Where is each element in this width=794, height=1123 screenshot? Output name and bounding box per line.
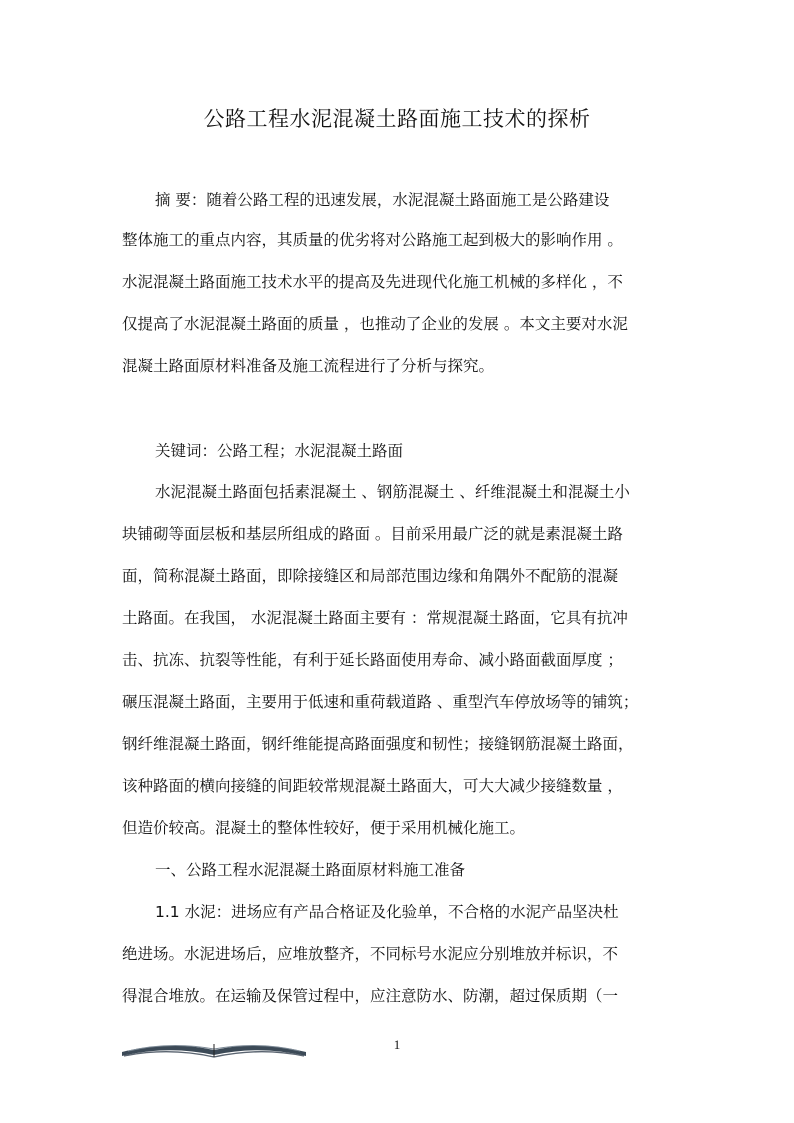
text-line: 土路面。在我国， 水泥混凝土路面主要有 ：常规混凝土路面，它具有抗冲 — [122, 609, 628, 627]
text-line: 得混合堆放。在运输及保管过程中，应注意防水、防潮，超过保质期（一 — [122, 987, 619, 1005]
page-number: 1 — [393, 1037, 401, 1052]
text-line: 1.1 水泥：进场应有产品合格证及化验单，不合格的水泥产品坚决杜 — [155, 903, 619, 921]
text-line: 钢纤维混凝土路面，钢纤维能提高路面强度和韧性；接缝钢筋混凝土路面， — [122, 735, 634, 753]
text-line: 击、抗冻、抗裂等性能，有利于延长路面使用寿命、减小路面截面厚度 ； — [122, 651, 623, 669]
text-line: 面，简称混凝土路面，即除接缝区和局部范围边缘和角隅外不配筋的混凝 — [122, 567, 619, 585]
text-line: 一、公路工程水泥混凝土路面原材料施工准备 — [155, 861, 466, 879]
text-line: 水泥混凝土路面包括素混凝土 、钢筋混凝土 、纤维混凝土和混凝土小 — [155, 483, 630, 501]
text-line: 整体施工的重点内容，其质量的优劣将对公路施工起到极大的影响作用 。 — [122, 231, 623, 249]
text-line: 关键词：公路工程；水泥混凝土路面 — [155, 442, 404, 460]
text-line: 块铺砌等面层板和基层所组成的路面 。目前采用最广泛的就是素混凝土路 — [122, 525, 623, 543]
text-line: 混凝土路面原材料准备及施工流程进行了分析与探究。 — [122, 357, 495, 375]
text-line: 但造价较高。混凝土的整体性较好，便于采用机械化施工。 — [122, 819, 526, 837]
text-line: 摘 要：随着公路工程的迅速发展，水泥混凝土路面施工是公路建设 — [155, 191, 610, 209]
text-line: 仅提高了水泥混凝土路面的质量 ，也推动了企业的发展 。本文主要对水泥 — [122, 315, 628, 333]
text-line: 水泥混凝土路面施工技术水平的提高及先进现代化施工机械的多样化 ，不 — [122, 273, 623, 291]
text-line: 绝进场。水泥进场后，应堆放整齐，不同标号水泥应分别堆放并标识，不 — [122, 945, 619, 963]
text-line: 碾压混凝土路面，主要用于低速和重荷载道路 、重型汽车停放场等的铺筑； — [122, 693, 639, 711]
document-title: 公路工程水泥混凝土路面施工技术的探析 — [203, 107, 591, 131]
text-line: 该种路面的横向接缝的间距较常规混凝土路面大，可大大减少接缝数量 ， — [122, 777, 623, 795]
